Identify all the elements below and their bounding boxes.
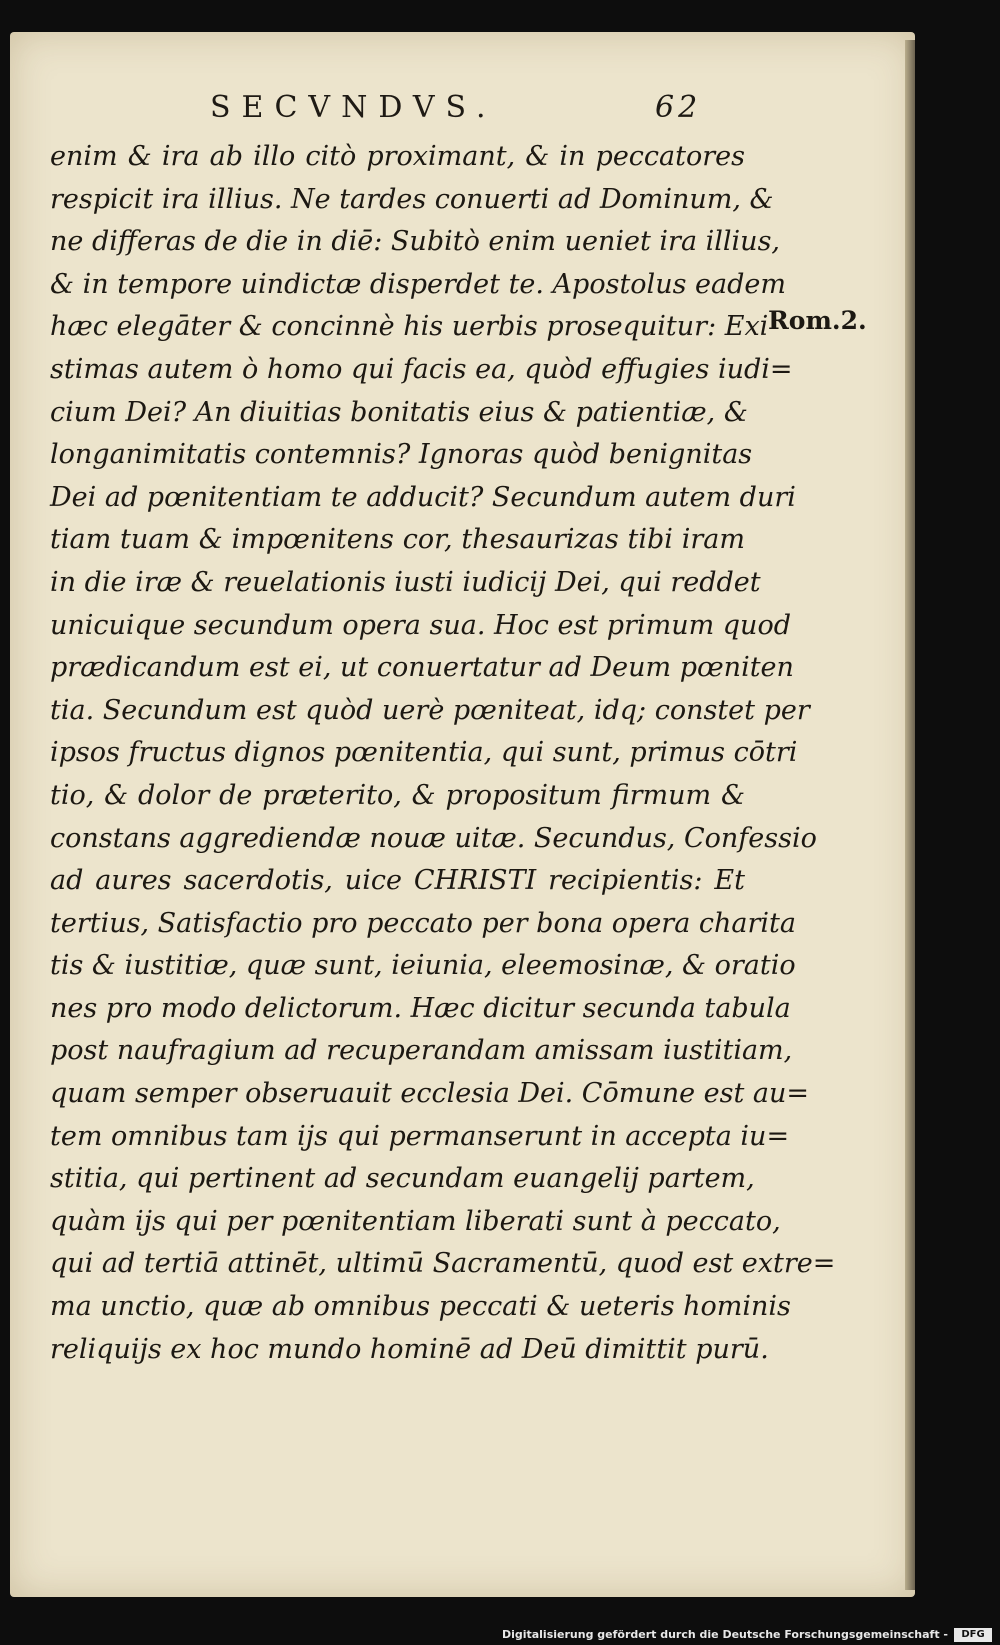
text-line: qui ad tertiā attinēt, ultimū Sacramentū, quod est extre= bbox=[50, 1248, 836, 1280]
text-line: Dei ad pœnitentiam te adducit? Secundum autem duri bbox=[50, 481, 796, 513]
text-line: ne differas de die in diē: Subitò enim ueniet ira illius, bbox=[50, 226, 781, 258]
text-line: tis & iustitiæ, quæ sunt, ieiunia, eleemosinæ, & oratio bbox=[50, 950, 796, 982]
running-head: SECVNDVS. bbox=[210, 90, 497, 125]
text-line: tio, & dolor de præterito, & propositum firmum & bbox=[50, 779, 745, 811]
text-line: constans aggrediendæ nouæ uitæ. Secundus, Confessio bbox=[50, 822, 817, 854]
dfg-logo: DFG bbox=[954, 1628, 992, 1642]
text-line: quàm ijs qui per pœnitentiam liberati sunt à peccato, bbox=[50, 1205, 781, 1237]
text-line: stitia, qui pertinent ad secundam euangelij partem, bbox=[50, 1163, 755, 1195]
text-line: reliquijs ex hoc mundo hominē ad Deū dimittit purū. bbox=[50, 1333, 769, 1365]
text-line: nes pro modo delictorum. Hæc dicitur secunda tabula bbox=[50, 992, 791, 1024]
text-line: longanimitatis contemnis? Ignoras quòd benignitas bbox=[50, 439, 753, 471]
text-line: in die iræ & reuelationis iusti iudicij Dei, qui reddet bbox=[50, 566, 761, 598]
margin-note: Rom.2. bbox=[768, 306, 867, 335]
page-edge bbox=[905, 40, 915, 1590]
text-line: tia. Secundum est quòd uerè pœniteat, idq; constet per bbox=[50, 694, 810, 726]
text-line: respicit ira illius. Ne tardes conuerti ad Dominum, & bbox=[50, 183, 774, 215]
text-line: post naufragium ad recuperandam amissam iustitiam, bbox=[50, 1035, 793, 1067]
text-line: quam semper obseruauit ecclesia Dei. Cōmune est au= bbox=[50, 1078, 810, 1110]
text-line: unicuique secundum opera sua. Hoc est primum quod bbox=[50, 609, 791, 641]
digitization-credit: Digitalisierung gefördert durch die Deutsche Forschungsgemeinschaft - bbox=[501, 1628, 948, 1641]
text-line: tiam tuam & impœnitens cor, thesaurizas tibi iram bbox=[50, 524, 745, 556]
text-line: & in tempore uindictæ disperdet te. Apostolus eadem bbox=[50, 268, 786, 300]
text-line: cium Dei? An diuitias bonitatis eius & patientiæ, & bbox=[50, 396, 748, 428]
text-line: hæc elegāter & concinnè his uerbis prosequitur: Exi bbox=[50, 311, 769, 343]
page-number: 62 bbox=[655, 90, 702, 125]
text-line: stimas autem ò homo qui facis ea, quòd effugies iudi= bbox=[50, 353, 793, 385]
text-line: tem omnibus tam ijs qui permanserunt in accepta iu= bbox=[50, 1120, 790, 1152]
text-line: ipsos fructus dignos pœnitentia, qui sunt, primus cōtri bbox=[50, 737, 798, 769]
text-line: tertius, Satisfactio pro peccato per bona opera charita bbox=[50, 907, 796, 939]
text-line: ma unctio, quæ ab omnibus peccati & ueteris hominis bbox=[50, 1291, 791, 1323]
text-line: ad aures sacerdotis, uice CHRISTI recipientis: Et bbox=[50, 865, 745, 897]
text-line: prædicandum est ei, ut conuertatur ad Deum pœniten bbox=[50, 652, 794, 684]
text-line: enim & ira ab illo citò proximant, & in peccatores bbox=[50, 141, 745, 172]
